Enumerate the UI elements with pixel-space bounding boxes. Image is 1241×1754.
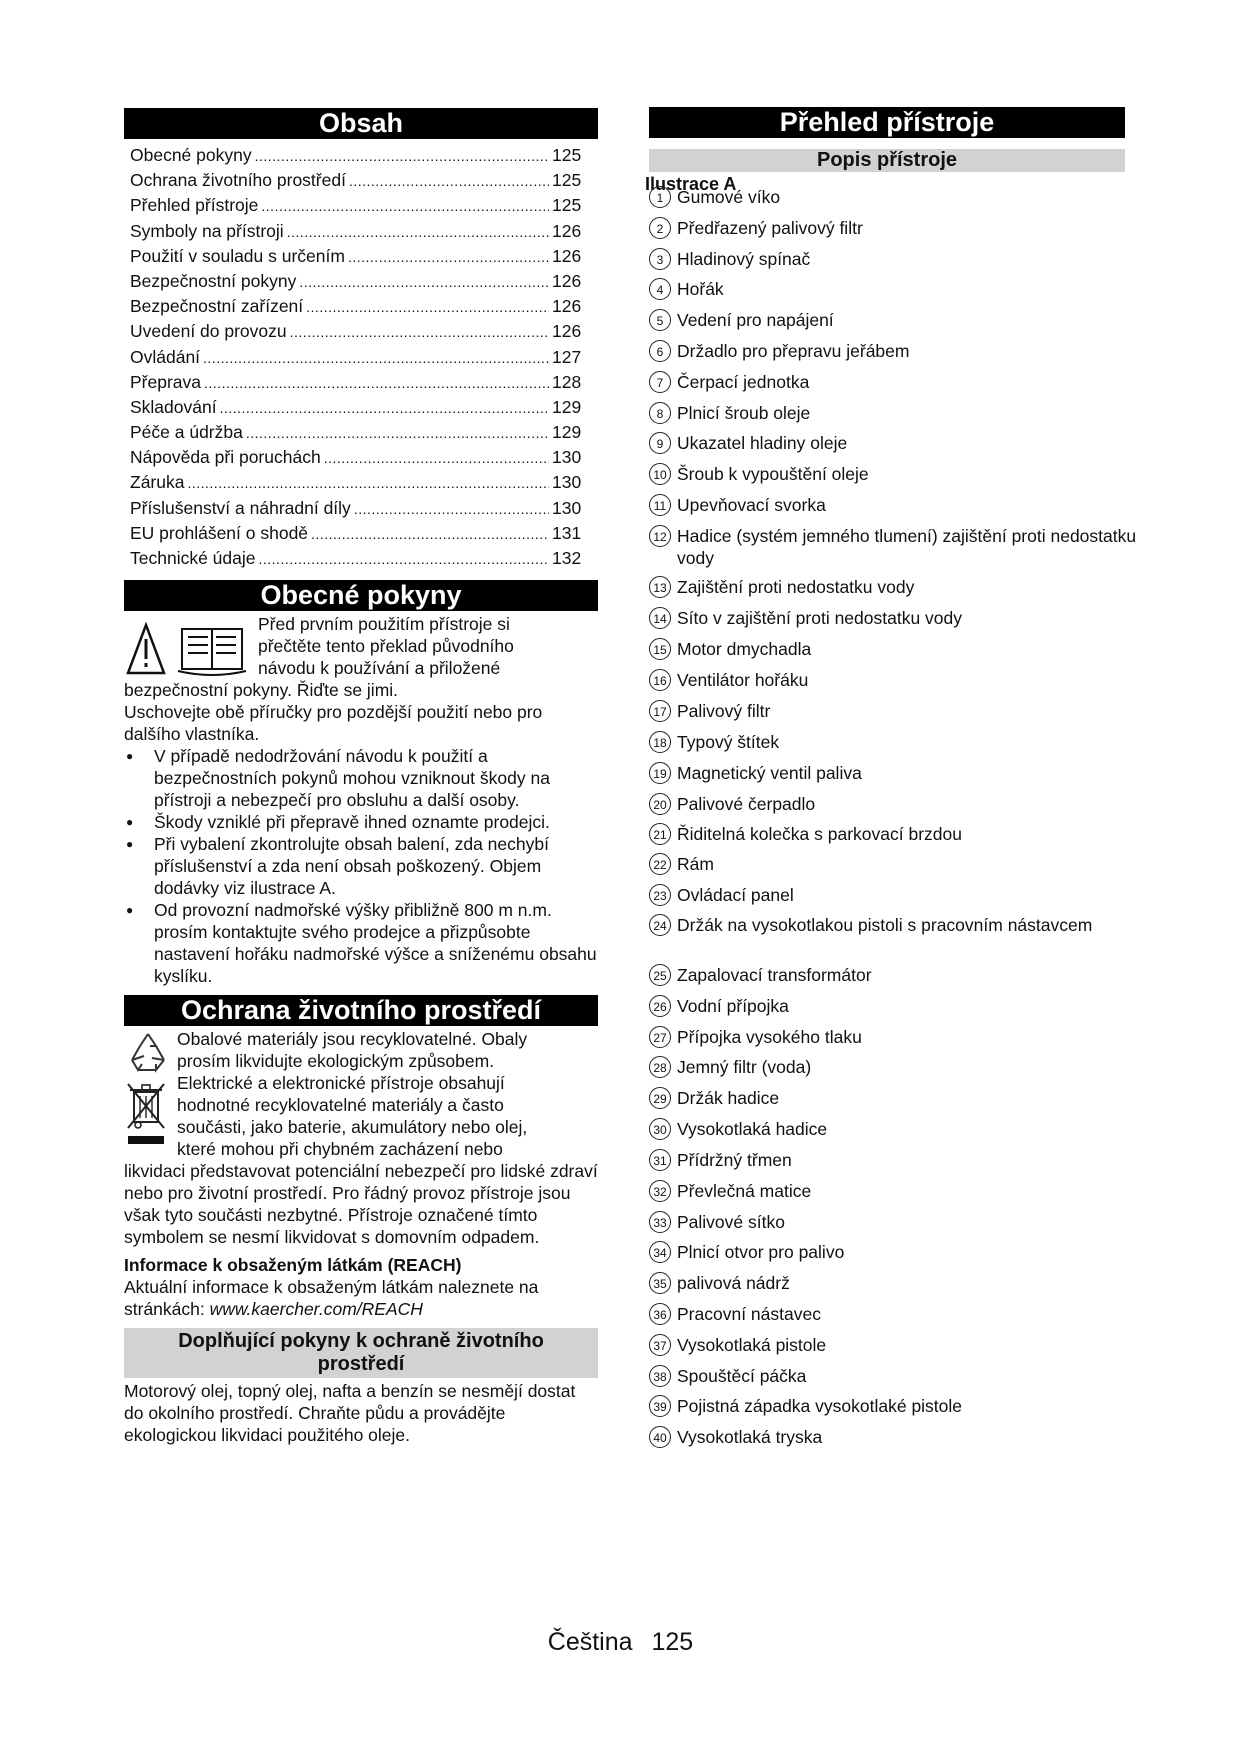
part-label: Držák hadice xyxy=(677,1088,780,1108)
toc-title: Péče a údržba xyxy=(130,422,243,443)
toc-row[interactable] xyxy=(130,420,590,445)
list-item xyxy=(649,914,1147,936)
intro-line-3: návodu k používání a přiložené xyxy=(258,658,501,679)
toc-leader xyxy=(287,220,549,245)
part-label: Zapalovací transformátor xyxy=(677,965,872,985)
list-item xyxy=(649,793,1147,815)
toc-leader xyxy=(261,194,549,219)
list-item xyxy=(649,995,1147,1017)
part-number-badge: 21 xyxy=(649,823,671,845)
toc-title: Ochrana životního prostředí xyxy=(130,170,346,191)
left-column xyxy=(124,108,598,1446)
list-item xyxy=(649,669,1147,691)
toc-title: Skladování xyxy=(130,396,217,417)
toc-page: 128 xyxy=(552,371,582,392)
list-item xyxy=(649,823,1147,845)
part-number-badge: 5 xyxy=(649,309,671,331)
contents-heading: Obsah xyxy=(124,108,598,139)
part-label: Palivový filtr xyxy=(677,701,771,721)
part-number-badge: 36 xyxy=(649,1303,671,1325)
toc-leader xyxy=(246,421,549,446)
toc-page: 132 xyxy=(552,548,582,568)
part-number-badge: 17 xyxy=(649,700,671,722)
list-item xyxy=(649,340,1147,362)
toc-title: Ovládání xyxy=(130,346,201,367)
page-number: 125 xyxy=(651,1628,694,1656)
list-item xyxy=(649,494,1147,516)
list-item xyxy=(649,1365,1147,1387)
list-item xyxy=(649,1211,1147,1233)
toc-leader xyxy=(255,144,549,169)
toc-leader xyxy=(311,522,549,547)
recycle-line-2: prosím likvidujte ekologickým způsobem. xyxy=(177,1051,495,1072)
list-item xyxy=(649,1026,1147,1048)
part-label: Vedení pro napájení xyxy=(677,310,834,330)
part-number-badge: 29 xyxy=(649,1087,671,1109)
toc-row[interactable] xyxy=(130,143,590,168)
part-label: Motor dmychadla xyxy=(677,639,812,659)
toc-page: 127 xyxy=(552,346,582,367)
part-number-badge: 3 xyxy=(649,248,671,270)
toc-row[interactable] xyxy=(130,521,590,546)
part-number-badge: 23 xyxy=(649,884,671,906)
part-number-badge: 8 xyxy=(649,402,671,424)
part-label: Typový štítek xyxy=(677,732,780,752)
toc-title: Přehled přístroje xyxy=(130,195,259,216)
toc-page: 130 xyxy=(552,472,582,493)
list-item xyxy=(649,1241,1147,1263)
toc-row[interactable] xyxy=(130,496,590,521)
toc-row[interactable] xyxy=(130,219,590,244)
part-label: Hořák xyxy=(677,279,724,299)
weee-line-1: Elektrické a elektronické přístroje obsahují xyxy=(177,1073,505,1094)
extra-environment-text: Motorový olej, topný olej, nafta a benzín se nesmějí dostat do okolního prostředí. Chraňte půdu a provádějte ekologickou likvidaci použitého oleje. xyxy=(124,1381,576,1446)
part-number-badge: 15 xyxy=(649,638,671,660)
toc-row[interactable] xyxy=(130,370,590,395)
list-item xyxy=(649,964,1147,986)
part-label: Plnicí otvor pro palivo xyxy=(677,1242,845,1262)
list-item xyxy=(649,731,1147,753)
toc-row[interactable] xyxy=(130,294,590,319)
list-item xyxy=(649,248,1147,270)
part-label: Předřazený palivový filtr xyxy=(677,218,863,238)
list-item xyxy=(649,1303,1147,1325)
warning-and-manual-icon xyxy=(126,621,256,681)
toc-leader xyxy=(354,497,549,522)
toc-leader xyxy=(203,346,549,371)
environment-section xyxy=(124,1028,598,1320)
list-item xyxy=(649,1180,1147,1202)
part-label: Vysokotlaká tryska xyxy=(677,1427,823,1447)
toc-title: Bezpečnostní pokyny xyxy=(130,270,297,291)
intro-continuation: bezpečnostní pokyny. Řiďte se jimi. xyxy=(124,680,399,701)
toc-title: Záruka xyxy=(130,472,185,493)
list-item xyxy=(649,1118,1147,1140)
part-number-badge: 13 xyxy=(649,576,671,598)
footer-language: Čeština xyxy=(547,1628,633,1656)
toc-title: Technické údaje xyxy=(130,548,256,568)
part-label: Zajištění proti nedostatku vody xyxy=(677,577,915,597)
part-number-badge: 18 xyxy=(649,731,671,753)
toc-leader xyxy=(299,270,549,295)
part-label: Držák na vysokotlakou pistoli s pracovním nástavcem xyxy=(677,915,1093,935)
toc-page: 126 xyxy=(552,321,582,342)
part-number-badge: 38 xyxy=(649,1365,671,1387)
weee-line-2: hodnotné recyklovatelné materiály a často xyxy=(177,1095,504,1116)
list-item xyxy=(649,762,1147,784)
crossed-bin-icon xyxy=(124,1080,168,1146)
device-overview-heading: Přehled přístroje xyxy=(649,107,1125,138)
toc-page: 125 xyxy=(552,195,582,216)
part-number-badge: 22 xyxy=(649,853,671,875)
toc-title: Přeprava xyxy=(130,371,202,392)
toc-page: 125 xyxy=(552,145,582,165)
list-item xyxy=(649,432,1147,454)
illustration-label: Ilustrace A xyxy=(645,174,737,194)
part-label: Hadice (systém jemného tlumení) zajištění proti nedostatku vody xyxy=(677,526,1137,568)
part-label: palivová nádrž xyxy=(677,1273,790,1293)
toc-title: Symboly na přístroji xyxy=(130,220,284,241)
toc-leader xyxy=(348,245,549,270)
part-label: Řiditelná kolečka s parkovací brzdou xyxy=(677,824,963,844)
toc-row[interactable] xyxy=(130,269,590,294)
intro-line-1: Před prvním použitím přístroje si xyxy=(258,614,510,635)
reach-link[interactable]: www.kaercher.com/REACH xyxy=(209,1299,423,1320)
general-bullets xyxy=(124,745,598,987)
part-label: Jemný filtr (voda) xyxy=(677,1057,812,1077)
list-item xyxy=(649,463,1147,485)
part-number-badge: 32 xyxy=(649,1180,671,1202)
list-item xyxy=(649,1395,1147,1417)
part-label: Magnetický ventil paliva xyxy=(677,763,862,783)
part-number-badge: 40 xyxy=(649,1426,671,1448)
toc-row[interactable] xyxy=(130,546,590,571)
part-number-badge: 28 xyxy=(649,1056,671,1078)
part-label: Čerpací jednotka xyxy=(677,372,810,392)
part-label: Plnicí šroub oleje xyxy=(677,403,811,423)
list-item: ● V případě nedodržování návodu k použití a bezpečnostních pokynů mohou vzniknout škody na přístroji a nebezpečí pro obsluhu a další osoby. xyxy=(124,745,598,811)
part-number-badge: 7 xyxy=(649,371,671,393)
toc-page: 126 xyxy=(552,245,582,266)
list-item xyxy=(649,1272,1147,1294)
environment-heading: Ochrana životního prostředí xyxy=(124,995,598,1026)
toc-row[interactable] xyxy=(130,345,590,370)
part-label: Vysokotlaká pistole xyxy=(677,1335,827,1355)
list-item xyxy=(649,700,1147,722)
part-label: Síto v zajištění proti nedostatku vody xyxy=(677,608,963,628)
right-column xyxy=(645,107,1137,1447)
toc-title: Použití v souladu s určením xyxy=(130,245,345,266)
part-number-badge: 37 xyxy=(649,1334,671,1356)
part-label: Upevňovací svorka xyxy=(677,495,826,515)
part-number-badge: 16 xyxy=(649,669,671,691)
part-label: Palivové čerpadlo xyxy=(677,794,816,814)
toc-row[interactable] xyxy=(130,168,590,193)
read-manual-block xyxy=(124,613,598,679)
part-number-badge: 35 xyxy=(649,1272,671,1294)
toc-title: Nápověda při poruchách xyxy=(130,447,321,468)
list-item xyxy=(649,638,1147,660)
part-number-badge: 34 xyxy=(649,1241,671,1263)
toc-title: Uvedení do provozu xyxy=(130,321,287,342)
list-item xyxy=(649,278,1147,300)
part-label: Spouštěcí páčka xyxy=(677,1366,807,1386)
toc-page: 130 xyxy=(552,447,582,468)
part-number-badge: 12 xyxy=(649,525,671,547)
list-item xyxy=(649,186,1147,208)
part-number-badge: 6 xyxy=(649,340,671,362)
list-item xyxy=(649,1334,1147,1356)
general-notes-section xyxy=(124,613,598,987)
toc-leader xyxy=(187,471,549,496)
part-number-badge: 30 xyxy=(649,1118,671,1140)
list-item: ● Škody vzniklé při přepravě ihned oznamte prodejci. xyxy=(124,811,598,833)
part-number-badge: 27 xyxy=(649,1026,671,1048)
toc-title: Bezpečnostní zařízení xyxy=(130,296,304,317)
toc-row[interactable] xyxy=(130,470,590,495)
toc-row[interactable] xyxy=(130,193,590,218)
part-label: Pojistná západka vysokotlaké pistole xyxy=(677,1396,963,1416)
toc-page: 131 xyxy=(552,522,582,543)
part-label: Gumové víko xyxy=(677,187,781,207)
part-label: Ventilátor hořáku xyxy=(677,670,809,690)
keep-manuals-text: Uschovejte obě příručky pro pozdější použití nebo pro dalšího vlastníka. xyxy=(124,702,543,745)
part-number-badge: 19 xyxy=(649,762,671,784)
toc-page: 125 xyxy=(552,170,582,191)
weee-line-4: které mohou při chybném zacházení nebo xyxy=(177,1139,503,1160)
part-number-badge: 33 xyxy=(649,1211,671,1233)
list-item xyxy=(649,1056,1147,1078)
list-item xyxy=(649,1149,1147,1171)
list-item xyxy=(649,1426,1147,1448)
toc-row[interactable] xyxy=(130,445,590,470)
list-item xyxy=(649,884,1147,906)
weee-continuation: likvidaci představovat potenciální nebezpečí pro lidské zdraví nebo pro životní prostředí. Pro řádný provoz přístroje jsou však tyto součásti nezbytné. Přístroje označené tímto symbolem se nesmí likvidovat s domovním odpadem. xyxy=(124,1161,598,1248)
part-label: Pracovní nástavec xyxy=(677,1304,821,1324)
toc-leader xyxy=(306,295,549,320)
part-label: Držadlo pro přepravu jeřábem xyxy=(677,341,910,361)
list-item xyxy=(649,576,1147,598)
reach-description: Aktuální informace k obsaženým látkám naleznete na stránkách: xyxy=(124,1277,539,1320)
part-number-badge: 1 xyxy=(649,186,671,208)
toc-row[interactable] xyxy=(130,244,590,269)
part-label: Ukazatel hladiny oleje xyxy=(677,433,848,453)
toc-leader xyxy=(204,371,549,396)
list-item xyxy=(649,371,1147,393)
list-item xyxy=(649,525,1147,569)
list-item: ● Od provozní nadmořské výšky přibližně 800 m n.m. prosím kontaktujte svého prodejce a přizpůsobte nastavení hořáku nadmořské výšce a sníženému obsahu kyslíku. xyxy=(124,899,598,987)
part-label: Převlečná matice xyxy=(677,1181,812,1201)
toc-title: Obecné pokyny xyxy=(130,145,252,165)
part-number-badge: 26 xyxy=(649,995,671,1017)
part-number-badge: 14 xyxy=(649,607,671,629)
toc-row[interactable] xyxy=(130,319,590,344)
intro-line-2: přečtěte tento překlad původního xyxy=(258,636,514,657)
toc-page: 126 xyxy=(552,296,582,317)
toc-title: EU prohlášení o shodě xyxy=(130,522,309,543)
recycle-line-1: Obalové materiály jsou recyklovatelné. Obaly xyxy=(177,1029,528,1050)
list-item: ● Při vybalení zkontrolujte obsah balení, zda nechybí příslušenství a zda není obsah poškozený. Objem dodávky viz ilustrace A. xyxy=(124,833,598,899)
part-label: Palivové sítko xyxy=(677,1212,785,1232)
part-label: Přídržný třmen xyxy=(677,1150,792,1170)
list-item xyxy=(649,309,1147,331)
toc-leader xyxy=(220,396,549,421)
part-number-badge: 9 xyxy=(649,432,671,454)
toc-leader xyxy=(349,169,549,194)
part-number-badge: 25 xyxy=(649,964,671,986)
list-item xyxy=(649,853,1147,875)
list-item xyxy=(649,402,1147,424)
page-footer xyxy=(0,1628,1241,1657)
recycling-icon xyxy=(126,1030,170,1074)
general-notes-heading: Obecné pokyny xyxy=(124,580,598,611)
list-item xyxy=(649,1087,1147,1109)
list-item xyxy=(649,217,1147,239)
part-number-badge: 4 xyxy=(649,278,671,300)
part-number-badge: 39 xyxy=(649,1395,671,1417)
toc-title: Příslušenství a náhradní díly xyxy=(130,497,351,518)
part-label: Rám xyxy=(677,854,714,874)
part-label: Vysokotlaká hadice xyxy=(677,1119,828,1139)
reach-heading: Informace k obsaženým látkám (REACH) xyxy=(124,1255,462,1276)
toc-page: 129 xyxy=(552,396,582,417)
toc-row[interactable] xyxy=(130,395,590,420)
part-label: Přípojka vysokého tlaku xyxy=(677,1027,862,1047)
toc-leader xyxy=(259,547,550,572)
toc-leader xyxy=(324,446,549,471)
table-of-contents xyxy=(124,143,598,571)
part-label: Vodní přípojka xyxy=(677,996,789,1016)
part-number-badge: 20 xyxy=(649,793,671,815)
part-label: Šroub k vypouštění oleje xyxy=(677,464,869,484)
part-number-badge: 24 xyxy=(649,914,671,936)
part-number-badge: 31 xyxy=(649,1149,671,1171)
toc-leader xyxy=(290,320,549,345)
part-number-badge: 2 xyxy=(649,217,671,239)
toc-page: 129 xyxy=(552,422,582,443)
toc-page: 130 xyxy=(552,497,582,518)
weee-line-3: součásti, jako baterie, akumulátory nebo olej, xyxy=(177,1117,528,1138)
part-number-badge: 10 xyxy=(649,463,671,485)
part-number-badge: 11 xyxy=(649,494,671,516)
part-label: Hladinový spínač xyxy=(677,249,811,269)
extra-environment-heading: Doplňující pokyny k ochraně životního prostředí xyxy=(124,1328,598,1378)
list-item xyxy=(649,607,1147,629)
toc-page: 126 xyxy=(552,220,582,241)
reach-text xyxy=(124,1276,598,1320)
toc-page: 126 xyxy=(552,270,582,291)
device-description-heading: Popis přístroje xyxy=(649,149,1125,172)
part-label: Ovládací panel xyxy=(677,885,794,905)
